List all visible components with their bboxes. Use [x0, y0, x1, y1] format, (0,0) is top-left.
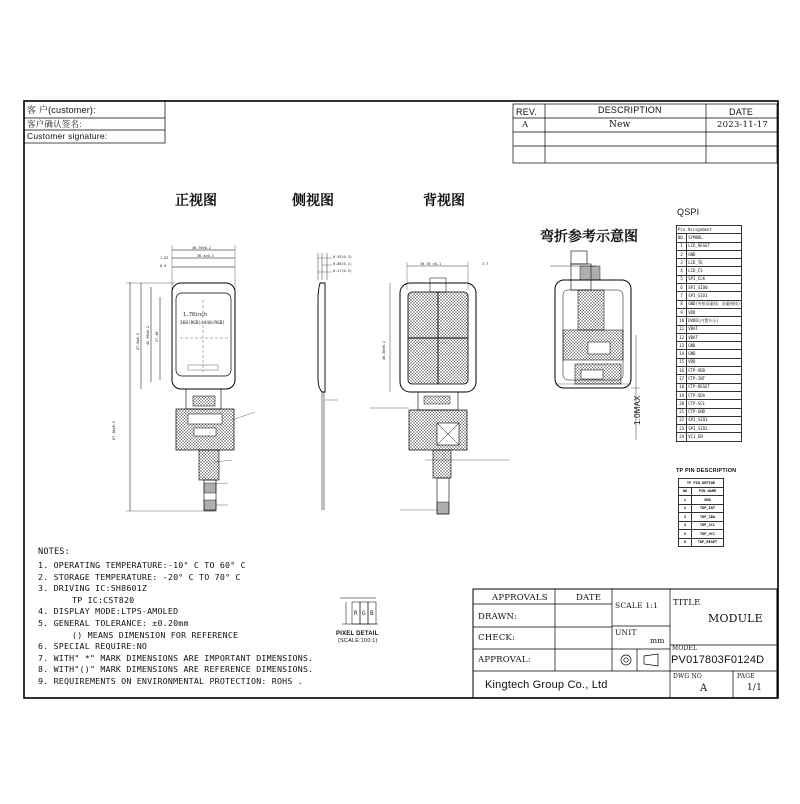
- qspi-row: [677, 317, 742, 325]
- pixel-detail-label: PIXEL DETAIL: [336, 631, 379, 637]
- qspi-pin-symbol: VCI_EN: [687, 433, 742, 441]
- qspi-col-symbol: SYMBOL: [687, 234, 742, 242]
- note-line: 6. SPECIAL REQUIRE:NO: [38, 641, 148, 652]
- description-header: DESCRIPTION: [598, 105, 662, 115]
- tp-pin-name: TDP_SDA: [692, 513, 724, 522]
- back-dim-width: 30.70 ±0.1: [420, 262, 442, 266]
- qspi-pin-symbol: DVDD(内置升压): [687, 317, 742, 325]
- description-value: New: [609, 120, 631, 130]
- qspi-pin-symbol: SPI_SIO2: [687, 425, 742, 433]
- dwg-value: A: [700, 683, 708, 694]
- qspi-pin-symbol: VDD: [687, 308, 742, 316]
- unit-label: UNIT: [615, 628, 637, 637]
- qspi-row: [677, 275, 742, 283]
- front-dim-edge: 0.5: [160, 264, 167, 268]
- tp-row: [679, 521, 724, 530]
- tp-col-no: NO: [679, 487, 692, 496]
- date-header: DATE: [729, 107, 754, 117]
- pixel-b: B: [370, 610, 374, 617]
- customer-label: 客 户(customer):: [27, 105, 96, 115]
- tp-pin-no: 5: [679, 530, 692, 539]
- lcd-size-label: 1.78inch: [183, 312, 208, 318]
- tp-pin-no: 6: [679, 538, 692, 547]
- side-dim-2: 0.88(0.1): [333, 262, 352, 266]
- front-view: [126, 245, 255, 511]
- qspi-pin-no: 15: [677, 358, 687, 366]
- tp-col-name: PIN NAME: [692, 487, 724, 496]
- qspi-pin-symbol: VBAT: [687, 325, 742, 333]
- front-dim-height: 47.8±0.2: [136, 333, 140, 350]
- note-line: TP IC:CST820: [72, 594, 135, 605]
- qspi-row: [677, 358, 742, 366]
- tp-pin-name: GND: [692, 496, 724, 505]
- note-line: 5. GENERAL TOLERANCE: ±0.20mm: [38, 618, 189, 628]
- dwg-label: DWG NO: [673, 673, 703, 680]
- qspi-pin-no: 6: [677, 284, 687, 292]
- front-view-title: 正视图: [175, 193, 217, 209]
- tp-row: [679, 530, 724, 539]
- note-line: () MEANS DIMENSION FOR REFERENCE: [72, 629, 239, 640]
- qspi-pin-no: 4: [677, 267, 687, 275]
- qspi-pin-no: 3: [677, 259, 687, 267]
- model-label: MODEL: [672, 645, 698, 652]
- qspi-pin-symbol: CTP-VDD: [687, 367, 742, 375]
- qspi-col-no: NO.: [677, 234, 687, 242]
- qspi-pin-no: 17: [677, 375, 687, 383]
- tp-row: [679, 504, 724, 513]
- qspi-pin-symbol: CTP-INT: [687, 375, 742, 383]
- rev-header: REV.: [516, 107, 537, 117]
- notes-title: NOTES:: [38, 547, 70, 557]
- note-line: 1. OPERATING TEMPERATURE:-10° C TO 60° C: [38, 560, 246, 570]
- tp-pin-name: TDP_INT: [692, 504, 724, 513]
- back-view: [370, 262, 510, 514]
- qspi-pin-symbol: GND: [687, 350, 742, 358]
- tp-row: [679, 538, 724, 547]
- qspi-row: [677, 292, 742, 300]
- bend-view-title: 弯折参考示意图: [540, 229, 638, 245]
- front-dim-total-height: 67.30±0.5: [112, 421, 116, 440]
- note-line: 2. STORAGE TEMPERATURE: -20° C TO 70° C: [38, 571, 241, 582]
- qspi-pin-symbol: VBAT: [687, 333, 742, 341]
- qspi-pin-symbol: CTP-SDA: [687, 391, 742, 399]
- qspi-row: [677, 400, 742, 408]
- pixel-detail-scale: (SCALE:100:1): [338, 638, 378, 644]
- qspi-row: [677, 375, 742, 383]
- note-line: 9. REQUIREMENTS ON ENVIRONMENTAL PROTECTION: ROHS .: [38, 676, 303, 686]
- qspi-pin-no: 8: [677, 300, 687, 308]
- qspi-pin-no: 14: [677, 350, 687, 358]
- tp-pin-no: 4: [679, 521, 692, 530]
- tp-header: TP PIN DEFINE: [679, 479, 724, 488]
- qspi-row: [677, 333, 742, 341]
- tp-pin-name: TDP_VCC: [692, 530, 724, 539]
- qspi-pin-symbol: SPI_SIO3: [687, 416, 742, 424]
- title-label: TITLE: [673, 598, 701, 608]
- note-line: 4. DISPLAY MODE:LTPS-AMOLED: [38, 606, 179, 617]
- side-dim-3: 0.27(0.5): [333, 269, 352, 273]
- approvals-label: APPROVALS: [492, 593, 548, 603]
- qspi-row: [677, 259, 742, 267]
- qspi-row: [677, 325, 742, 333]
- title-value: MODULE: [708, 612, 763, 625]
- qspi-pin-no: 20: [677, 400, 687, 408]
- page-value: 1/1: [747, 683, 763, 693]
- qspi-pin-symbol: LCD_CS: [687, 267, 742, 275]
- tp-pin-no: 2: [679, 504, 692, 513]
- front-dim-aa-width: 36.4±0.2: [197, 254, 214, 258]
- front-dim-inner-height: 37.40: [155, 331, 159, 342]
- qspi-pin-symbol: GND(外框屏蔽线，屏蔽铜线): [687, 300, 742, 308]
- qspi-row: [677, 300, 742, 308]
- qspi-title: QSPI: [677, 207, 700, 217]
- tp-table-title: TP PIN DESCRIPTION: [676, 468, 737, 474]
- qspi-pin-no: 12: [677, 333, 687, 341]
- qspi-pin-no: 11: [677, 325, 687, 333]
- qspi-pin-no: 19: [677, 391, 687, 399]
- qspi-pin-symbol: SPI_SIO0: [687, 284, 742, 292]
- qspi-row: [677, 350, 742, 358]
- qspi-row: [677, 367, 742, 375]
- tp-pin-table: [678, 478, 724, 547]
- qspi-pin-no: 16: [677, 367, 687, 375]
- resolution-label: 368(RGB)x448(RGB): [180, 321, 225, 326]
- qspi-pin-no: 5: [677, 275, 687, 283]
- qspi-pin-symbol: CTP-RESET: [687, 383, 742, 391]
- qspi-row: [677, 342, 742, 350]
- side-view: [318, 253, 338, 510]
- rev-value: A: [522, 120, 529, 130]
- page-label: PAGE: [737, 673, 755, 680]
- tp-pin-no: 3: [679, 513, 692, 522]
- qspi-pin-symbol: CTP-SCL: [687, 400, 742, 408]
- qspi-header: Pin Assignment: [677, 226, 742, 234]
- drawn-label: DRAWN:: [478, 612, 517, 622]
- pixel-r: R: [354, 610, 358, 617]
- qspi-row: [677, 383, 742, 391]
- tp-row: [679, 496, 724, 505]
- bend-view: [550, 251, 640, 440]
- qspi-row: [677, 284, 742, 292]
- tp-row: [679, 513, 724, 522]
- back-dim-tab: 3.7: [482, 262, 489, 266]
- qspi-pin-symbol: GND: [687, 250, 742, 258]
- qspi-pin-symbol: GND: [687, 342, 742, 350]
- qspi-pin-symbol: LCD_TE: [687, 259, 742, 267]
- qspi-pin-no: 7: [677, 292, 687, 300]
- scale-value: SCALE 1:1: [615, 601, 659, 610]
- qspi-pin-symbol: SPI_SIO1: [687, 292, 742, 300]
- qspi-pin-no: 13: [677, 342, 687, 350]
- back-view-title: 背视图: [423, 193, 465, 209]
- side-dim-1: 0.55(0.3): [333, 255, 352, 259]
- note-line: 3. DRIVING IC:SH8601Z: [38, 583, 148, 594]
- qspi-row: [677, 408, 742, 416]
- side-view-title: 侧视图: [292, 193, 334, 209]
- model-value: PV017803F0124D: [671, 654, 765, 666]
- tp-pin-name: TDP_RESET: [692, 538, 724, 547]
- company-name: Kingtech Group Co., Ltd: [485, 679, 608, 691]
- qspi-row: [677, 416, 742, 424]
- qspi-pin-symbol: CTP-GND: [687, 408, 742, 416]
- qspi-row: [677, 242, 742, 250]
- qspi-row: [677, 391, 742, 399]
- qspi-row: [677, 425, 742, 433]
- qspi-pin-no: 23: [677, 425, 687, 433]
- customer-signature-cn: 客户确认签名:: [27, 119, 82, 129]
- qspi-pin-no: 2: [677, 250, 687, 258]
- qspi-pin-no: 22: [677, 416, 687, 424]
- front-dim-aa-height: 42.99±0.2: [146, 326, 150, 345]
- qspi-pin-no: 24: [677, 433, 687, 441]
- qspi-pin-symbol: LCD_RESET: [687, 242, 742, 250]
- qspi-row: [677, 433, 742, 441]
- qspi-pin-table: [676, 225, 742, 442]
- note-line: 7. WITH" *" MARK DIMENSIONS ARE IMPORTANT DIMENSIONS.: [38, 652, 314, 663]
- note-line: 8. WITH"()" MARK DIMENSIONS ARE REFERENCE DIMENSIONS.: [38, 664, 314, 675]
- front-dim-margin: 1.62: [160, 256, 169, 260]
- pixel-g: G: [362, 610, 366, 617]
- check-label: CHECK:: [478, 633, 516, 643]
- qspi-pin-no: 10: [677, 317, 687, 325]
- qspi-pin-no: 21: [677, 408, 687, 416]
- back-dim-height: 48.50±0.2: [382, 341, 386, 360]
- qspi-pin-no: 9: [677, 308, 687, 316]
- approval-label: APPROVAL:: [478, 655, 531, 665]
- qspi-pin-no: 18: [677, 383, 687, 391]
- tp-pin-name: TDP_SCL: [692, 521, 724, 530]
- date-label: DATE: [576, 593, 602, 603]
- bend-dim-max: 1.0MAX: [633, 395, 642, 425]
- qspi-row: [677, 308, 742, 316]
- qspi-pin-symbol: SPI_CLK: [687, 275, 742, 283]
- qspi-row: [677, 267, 742, 275]
- qspi-pin-symbol: VDD: [687, 358, 742, 366]
- front-dim-width: 40.70±0.2: [192, 246, 211, 250]
- qspi-row: [677, 250, 742, 258]
- qspi-pin-no: 1: [677, 242, 687, 250]
- date-value: 2023-11-17: [717, 120, 769, 130]
- tp-pin-no: 1: [679, 496, 692, 505]
- customer-signature-en: Customer signature:: [27, 131, 108, 141]
- unit-value: mm: [650, 636, 665, 645]
